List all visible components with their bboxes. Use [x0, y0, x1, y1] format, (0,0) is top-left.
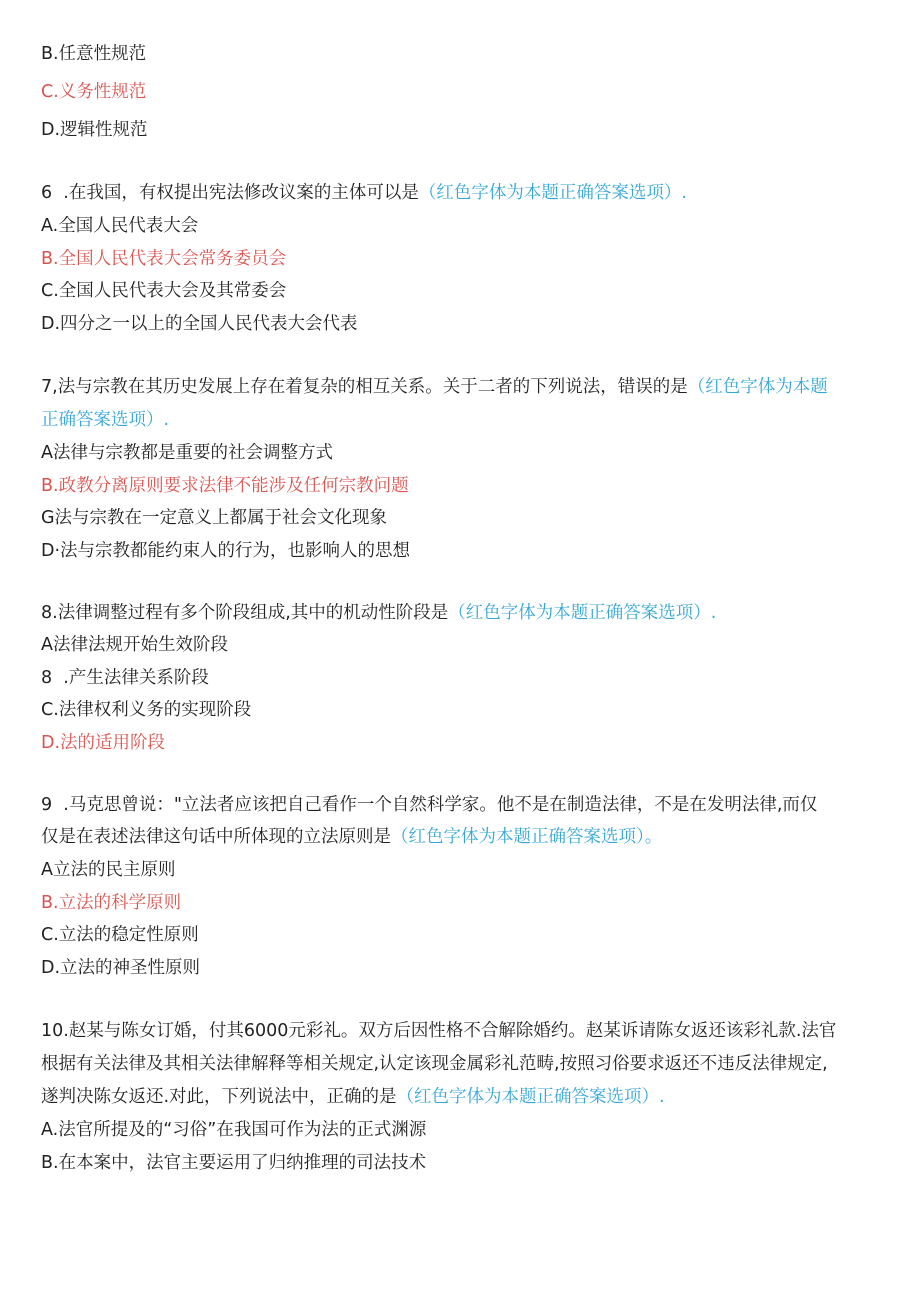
q10-question-line2: 根据有关法律及其相关法律解释等相关规定,认定该现金属彩礼范畴,按照习俗要求返还不违反法律规定,: [41, 1054, 828, 1074]
q5-option-b: B.任意性规范: [41, 44, 147, 64]
q5-option-d: D.逻辑性规范: [41, 120, 148, 140]
q9-option-b-correct: B.立法的科学原则: [41, 893, 182, 913]
q9-question-line1: 9 .马克思曾说："立法者应该把自己看作一个自然科学家。他不是在制造法律，不是在发明法律,而仅: [41, 795, 818, 815]
q7-hint-part1: （红色字体为本题: [687, 377, 828, 397]
q8-option-d-correct: D.法的适用阶段: [41, 733, 166, 753]
q9-question-line2: [41, 825, 662, 849]
q7-option-d: D·法与宗教都能约束人的行为，也影响人的思想: [41, 541, 411, 561]
q7-question-text: 7,法与宗教在其历史发展上存在着复杂的相互关系。关于二者的下列说法，错误的是: [41, 377, 688, 397]
q10-option-b: B.在本案中，法官主要运用了归纳推理的司法技术: [41, 1153, 427, 1173]
q7-option-c: G法与宗教在一定意义上都属于社会文化现象: [41, 508, 388, 528]
q6-option-a: A.全国人民代表大会: [41, 216, 199, 236]
q7-hint-part2: 正确答案选项）.: [41, 410, 170, 430]
q6-option-c: C.全国人民代表大会及其常委会: [41, 281, 287, 301]
q6-option-d: D.四分之一以上的全国人民代表大会代表: [41, 314, 358, 334]
q7-option-b-correct: B.政教分离原则要求法律不能涉及任何宗教问题: [41, 476, 409, 496]
q9-question-text: 仅是在表述法律这句话中所体现的立法原则是: [41, 827, 391, 847]
q8-question-text: 8.法律调整过程有多个阶段组成,其中的机动性阶段是: [41, 603, 449, 623]
q9-hint: （红色字体为本题正确答案选项）。: [391, 827, 663, 847]
q8-option-a: A法律法规开始生效阶段: [41, 635, 228, 655]
q9-option-c: C.立法的稳定性原则: [41, 925, 199, 945]
q10-question-line1: 10.赵某与陈女订婚，付其6000元彩礼。双方后因性格不合解除婚约。赵某诉请陈女返还该彩礼款.法官: [41, 1021, 837, 1041]
q8-option-c: C.法律权利义务的实现阶段: [41, 700, 252, 720]
q6-question: [41, 181, 687, 205]
q7-question-line1: [41, 375, 828, 399]
q6-hint: （红色字体为本题正确答案选项）.: [418, 183, 687, 203]
q9-option-a: A立法的民主原则: [41, 860, 176, 880]
q9-option-d: D.立法的神圣性原则: [41, 958, 201, 978]
q10-option-a: A.法官所提及的“习俗”在我国可作为法的正式渊源: [41, 1120, 427, 1140]
q6-question-text: 6 .在我国，有权提出宪法修改议案的主体可以是: [41, 183, 419, 203]
q8-hint: （红色字体为本题正确答案选项）.: [448, 603, 717, 623]
q7-option-a: A法律与宗教都是重要的社会调整方式: [41, 443, 333, 463]
q5-option-c-correct: C.义务性规范: [41, 82, 147, 102]
q8-question: [41, 601, 716, 625]
q6-option-b-correct: B.全国人民代表大会常务委员会: [41, 249, 287, 269]
q10-question-text: 遂判决陈女返还.对此，下列说法中，正确的是: [41, 1087, 397, 1107]
q10-hint: （红色字体为本题正确答案选项）.: [396, 1087, 665, 1107]
q10-question-line3: [41, 1085, 665, 1109]
q8-option-b: 8 .产生法律关系阶段: [41, 668, 209, 688]
